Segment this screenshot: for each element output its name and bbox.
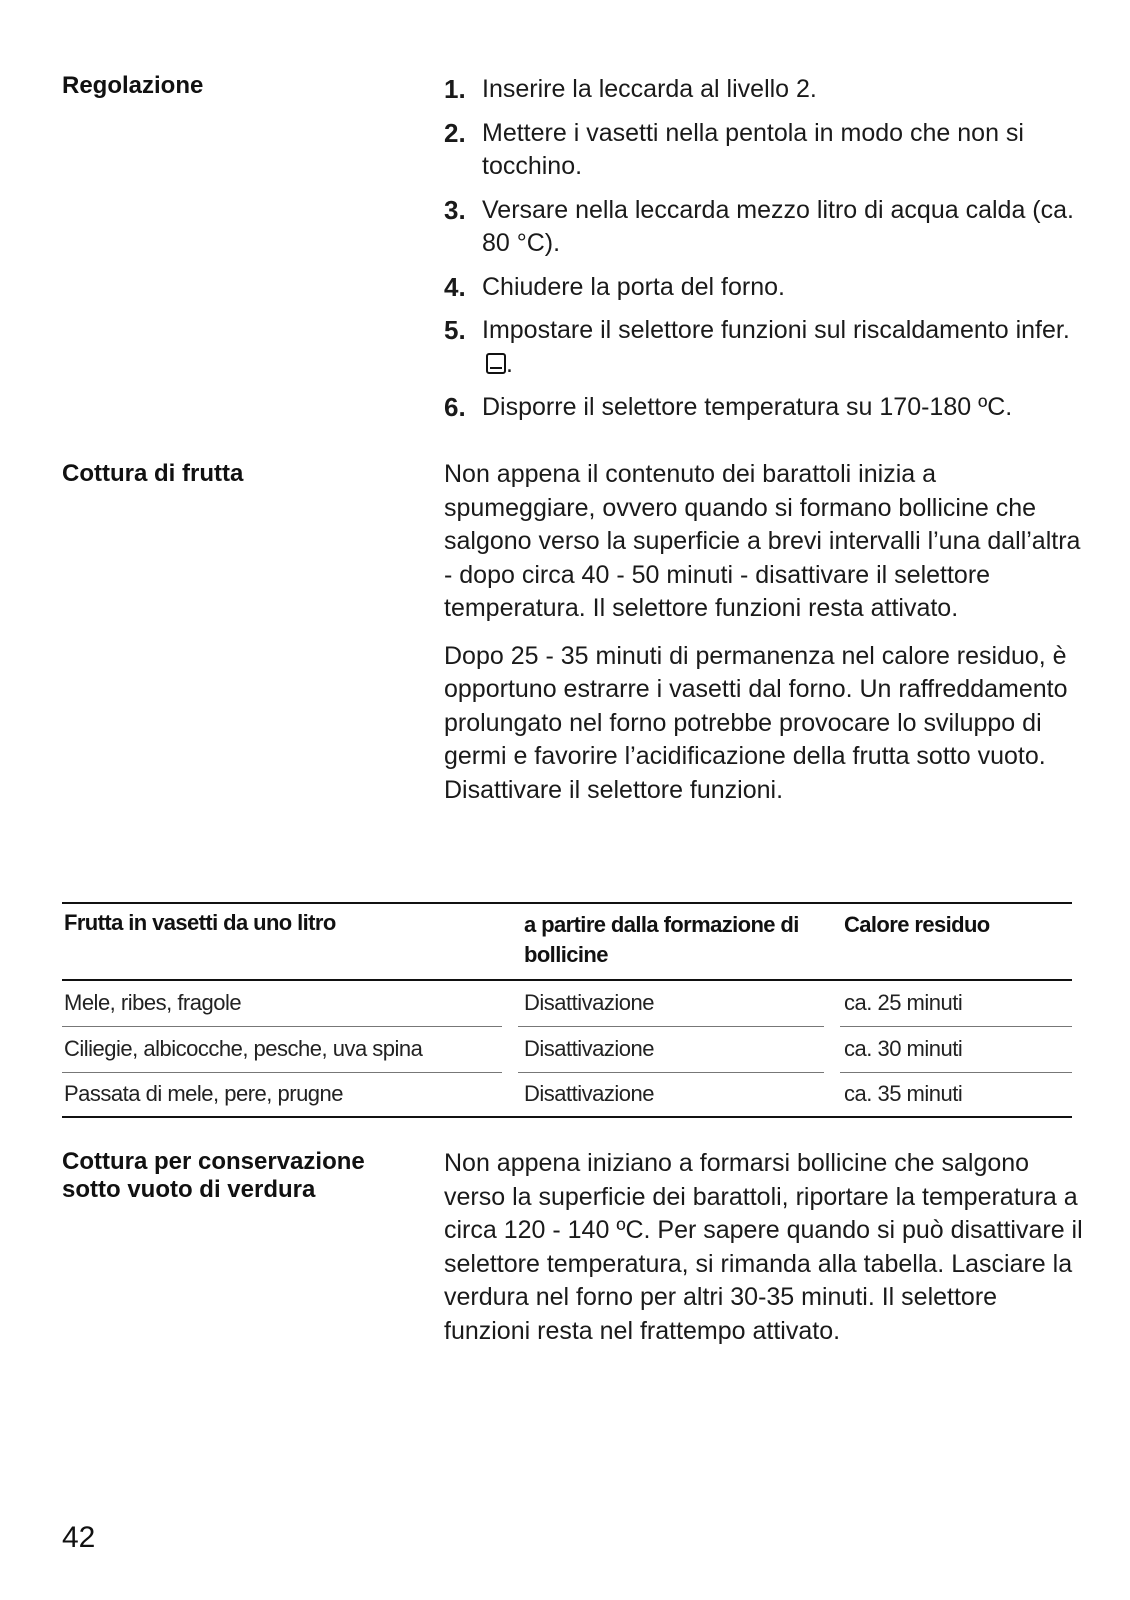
- page-number: 42: [62, 1521, 96, 1554]
- table-bottom-rule: [62, 1116, 1072, 1118]
- paragraph: Non appena iniziano a formarsi bollicine che salgono verso la superficie dei barattoli, riportare la temperatura a circa 120 - 140 ºC. Per sapere quando si può disattivare il selettore temperatura, si rimanda alla tabella. Lasciare la verdura nel forno per altri 30-35 minuti. Il selettore funzioni resta nel frattempo attivato.: [444, 1149, 1083, 1345]
- section-heading-cottura-verdura: Cottura per conservazione sotto vuoto di verdura: [62, 1148, 365, 1203]
- step-text: Impostare il selettore funzioni sul riscaldamento infer.: [482, 316, 1070, 344]
- step-number: 1.: [444, 74, 466, 104]
- cottura-frutta-text: [444, 458, 1084, 821]
- step-text: Mettere i vasetti nella pentola in modo che non si tocchino.: [482, 118, 1024, 180]
- step-number: 3.: [444, 194, 466, 225]
- row-divider: [62, 1072, 502, 1073]
- table-header-bubbles: a partire dalla formazione di bollicine: [524, 912, 799, 967]
- step-text: Disporre il selettore temperatura su 170-180 ºC.: [482, 393, 1013, 421]
- step-suffix: .: [506, 349, 513, 378]
- table-cell-fruit: Mele, ribes, fragole: [64, 990, 242, 1015]
- step-item: [444, 194, 1084, 261]
- table-cell-fruit: Ciliegie, albicocche, pesche, uva spina: [64, 1036, 423, 1061]
- table-cell-action: Disattivazione: [524, 1081, 654, 1106]
- step-item: [444, 314, 1084, 381]
- table-cell-action: Disattivazione: [524, 990, 654, 1015]
- row-divider: [518, 1026, 824, 1027]
- row-divider: [62, 1026, 502, 1027]
- step-item: [444, 117, 1084, 184]
- step-item: [444, 271, 1084, 305]
- step-item: [444, 391, 1084, 425]
- table-cell-time: ca. 30 minuti: [844, 1036, 963, 1061]
- table-cell-fruit: Passata di mele, pere, prugne: [64, 1081, 344, 1106]
- regolazione-steps: [444, 73, 1084, 435]
- step-number: 6.: [444, 392, 466, 422]
- table-header-fruit: Frutta in vasetti da uno litro: [64, 910, 336, 935]
- table-header-rule: [62, 979, 1072, 981]
- row-divider: [840, 1072, 1072, 1073]
- step-number: 2.: [444, 117, 466, 148]
- step-number: 4.: [444, 271, 466, 302]
- table-cell-time: ca. 35 minuti: [844, 1081, 963, 1106]
- step-item: [444, 73, 1084, 107]
- table-header-residual-heat: Calore residuo: [844, 912, 990, 937]
- table-cell-action: Disattivazione: [524, 1036, 654, 1061]
- row-divider: [840, 1026, 1072, 1027]
- table-top-rule: [62, 902, 1072, 904]
- section-heading-cottura-frutta: Cottura di frutta: [62, 460, 244, 487]
- cottura-verdura-text: [444, 1147, 1084, 1362]
- step-text: Inserire la leccarda al livello 2.: [482, 75, 817, 103]
- step-number: 5.: [444, 315, 466, 345]
- table-cell-time: ca. 25 minuti: [844, 990, 963, 1015]
- section-heading-regolazione: Regolazione: [62, 72, 204, 99]
- steps-list: [444, 73, 1084, 425]
- paragraph: Non appena il contenuto dei barattoli inizia a spumeggiare, ovvero quando si formano bollicine che salgono verso la superficie a brevi intervalli l’una dall’altra - dopo circa 40 - 50 minuti - disattivare il selettore temperatura. Il selettore funzioni resta attivato.: [444, 460, 1081, 622]
- step-text: Chiudere la porta del forno.: [482, 272, 785, 301]
- paragraph: Dopo 25 - 35 minuti di permanenza nel calore residuo, è opportuno estrarre i vasetti dal forno. Un raffreddamento prolungato nel forno potrebbe provocare lo sviluppo di germi e favorire l’acidificazione della frutta sotto vuoto. Disattivare il selettore funzioni.: [444, 641, 1068, 804]
- row-divider: [518, 1072, 824, 1073]
- bottom-heat-icon: [486, 353, 506, 374]
- step-text: Versare nella leccarda mezzo litro di acqua calda (ca. 80 °C).: [482, 195, 1074, 257]
